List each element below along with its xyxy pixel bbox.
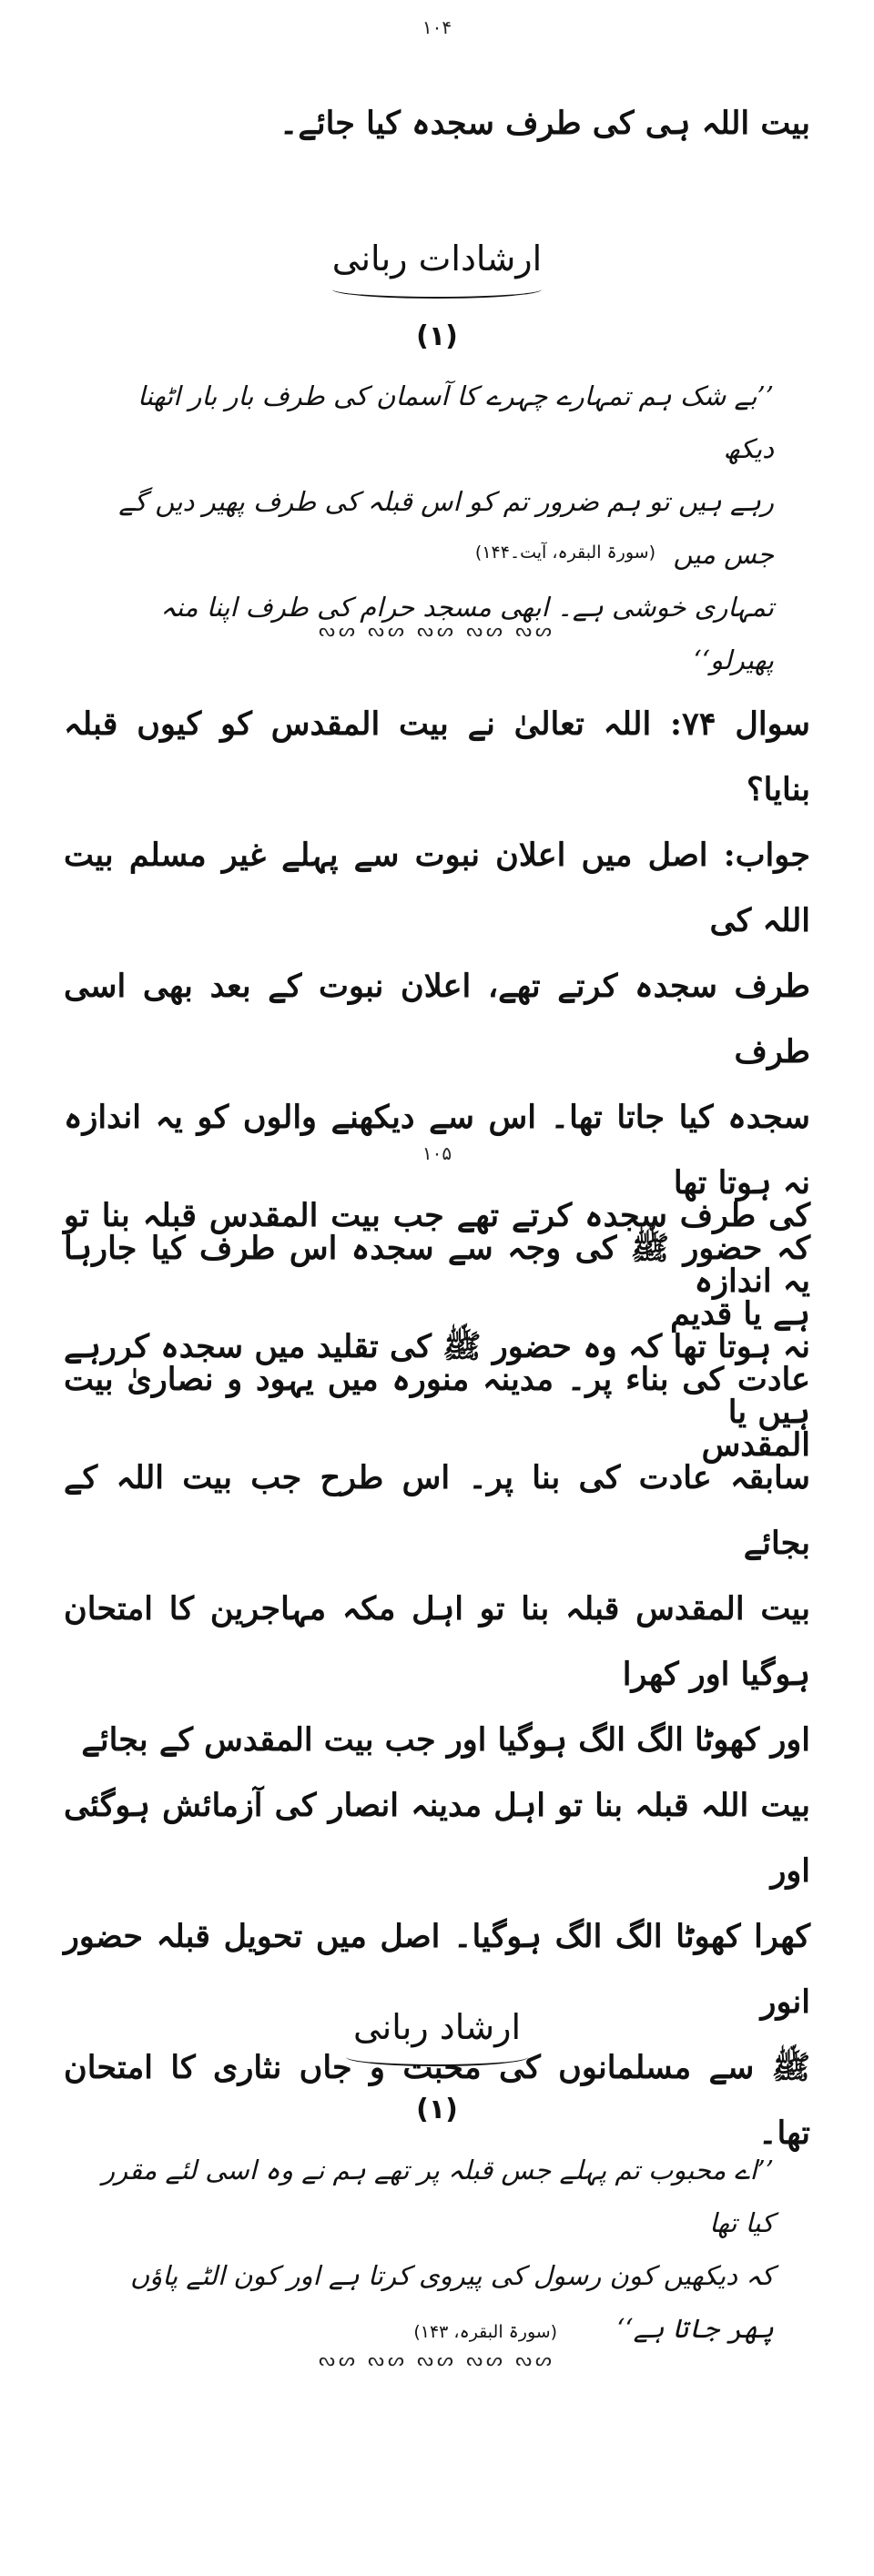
quote-line: ’’اے محبوب تم پہلے جس قبلہ پر تھے ہم نے وہ اسی لئے مقرر کیا تھا xyxy=(102,2155,774,2238)
quote-line: پھر جاتا ہے‘‘ xyxy=(616,2313,774,2344)
answer-line: سجدہ کیا جاتا تھا۔ اس سے دیکھنے والوں کو یہ اندازہ نہ ہوتا تھا xyxy=(64,1099,810,1202)
answer-line: جواب: اصل میں اعلان نبوت سے پہلے غیر مسلم بیت اللہ کی xyxy=(64,837,810,939)
quote-line: تمہاری خوشی ہے۔ ابھی مسجد حرام کی طرف اپنا منہ پھیرلو‘‘ xyxy=(160,592,774,675)
body-line: بیت اللہ قبلہ بنا تو اہل مدینہ انصار کی آزمائش ہوگئی اور xyxy=(64,1787,810,1890)
body-line: کی طرف سجدہ کرتے تھے جب بیت المقدس قبلہ بنا تو یہ اندازہ xyxy=(64,1197,810,1300)
body-line: بیت المقدس قبلہ بنا تو اہل مکہ مہاجرین کا امتحان ہوگیا اور کھرا xyxy=(64,1590,810,1693)
quote-line: ’’بے شک ہم تمہارے چہرے کا آسمان کی طرف بار بار اٹھنا دیکھ xyxy=(137,380,774,464)
section-ornament-2: ᔓᔕ ᔓᔕ ᔓᔕ ᔓᔕ ᔓᔕ xyxy=(319,2348,555,2370)
answer-line: عادت کی بناء پر۔ مدینہ منورہ میں یہود و نصاریٰ بیت المقدس xyxy=(64,1361,810,1464)
quote-citation-2: (سورۃ البقرہ، ۱۴۳) xyxy=(413,2322,558,2342)
page-number-top: ۱۰۴ xyxy=(422,16,452,38)
body-line: ﷺ سے مسلمانوں کی محبت و جاں نثاری کا امتحان تھا۔ xyxy=(64,2049,810,2152)
quote-line: کہ دیکھیں کون رسول کی پیروی کرتا ہے اور کون الٹے پاؤں xyxy=(129,2260,774,2291)
quote-line: رہے ہیں تو ہم ضرور تم کو اس قبلہ کی طرف پھیر دیں گے جس میں xyxy=(118,486,774,570)
quote-citation-1: (سورۃ البقرہ، آیت۔۱۴۴) xyxy=(474,543,656,563)
question-line: سوال ۷۴: اللہ تعالیٰ نے بیت المقدس کو کیوں قبلہ بنایا؟ xyxy=(64,705,810,808)
heading-underline-1 xyxy=(64,288,810,299)
section-heading-1: ارشادات ربانی xyxy=(331,238,543,279)
body-line: کھرا کھوٹا الگ الگ ہوگیا۔ اصل میں تحویل قبلہ حضور انور xyxy=(64,1918,810,2021)
answer-line: کہ حضور ﷺ کی وجہ سے سجدہ اس طرف کیا جارہا ہے یا قدیم xyxy=(64,1230,810,1333)
section-heading-2: ارشاد ربانی xyxy=(352,2007,522,2047)
intro-line: بیت اللہ ہی کی طرف سجدہ کیا جائے۔ xyxy=(279,105,810,142)
body-line: اور کھوٹا الگ الگ ہوگیا اور جب بیت المقدس کے بجائے xyxy=(81,1721,810,1759)
section-ornament-1: ᔓᔕ ᔓᔕ ᔓᔕ ᔓᔕ ᔓᔕ xyxy=(319,619,555,641)
heading-underline-2 xyxy=(64,2055,810,2066)
quote-numeral-1: (۱) xyxy=(416,320,458,352)
quote-block-2 xyxy=(64,2144,810,2355)
body-line: سابقہ عادت کی بنا پر۔ اس طرح جب بیت اللہ کے بجائے xyxy=(64,1459,810,1562)
quote-numeral-2: (۱) xyxy=(416,2094,458,2125)
answer-line: طرف سجدہ کرتے تھے، اعلان نبوت کے بعد بھی اسی طرف xyxy=(64,968,810,1070)
body-line: نہ ہوتا تھا کہ وہ حضور ﷺ کی تقلید میں سجدہ کررہے ہیں یا xyxy=(64,1328,810,1431)
page-number-middle: ۱۰۵ xyxy=(422,1142,452,1164)
